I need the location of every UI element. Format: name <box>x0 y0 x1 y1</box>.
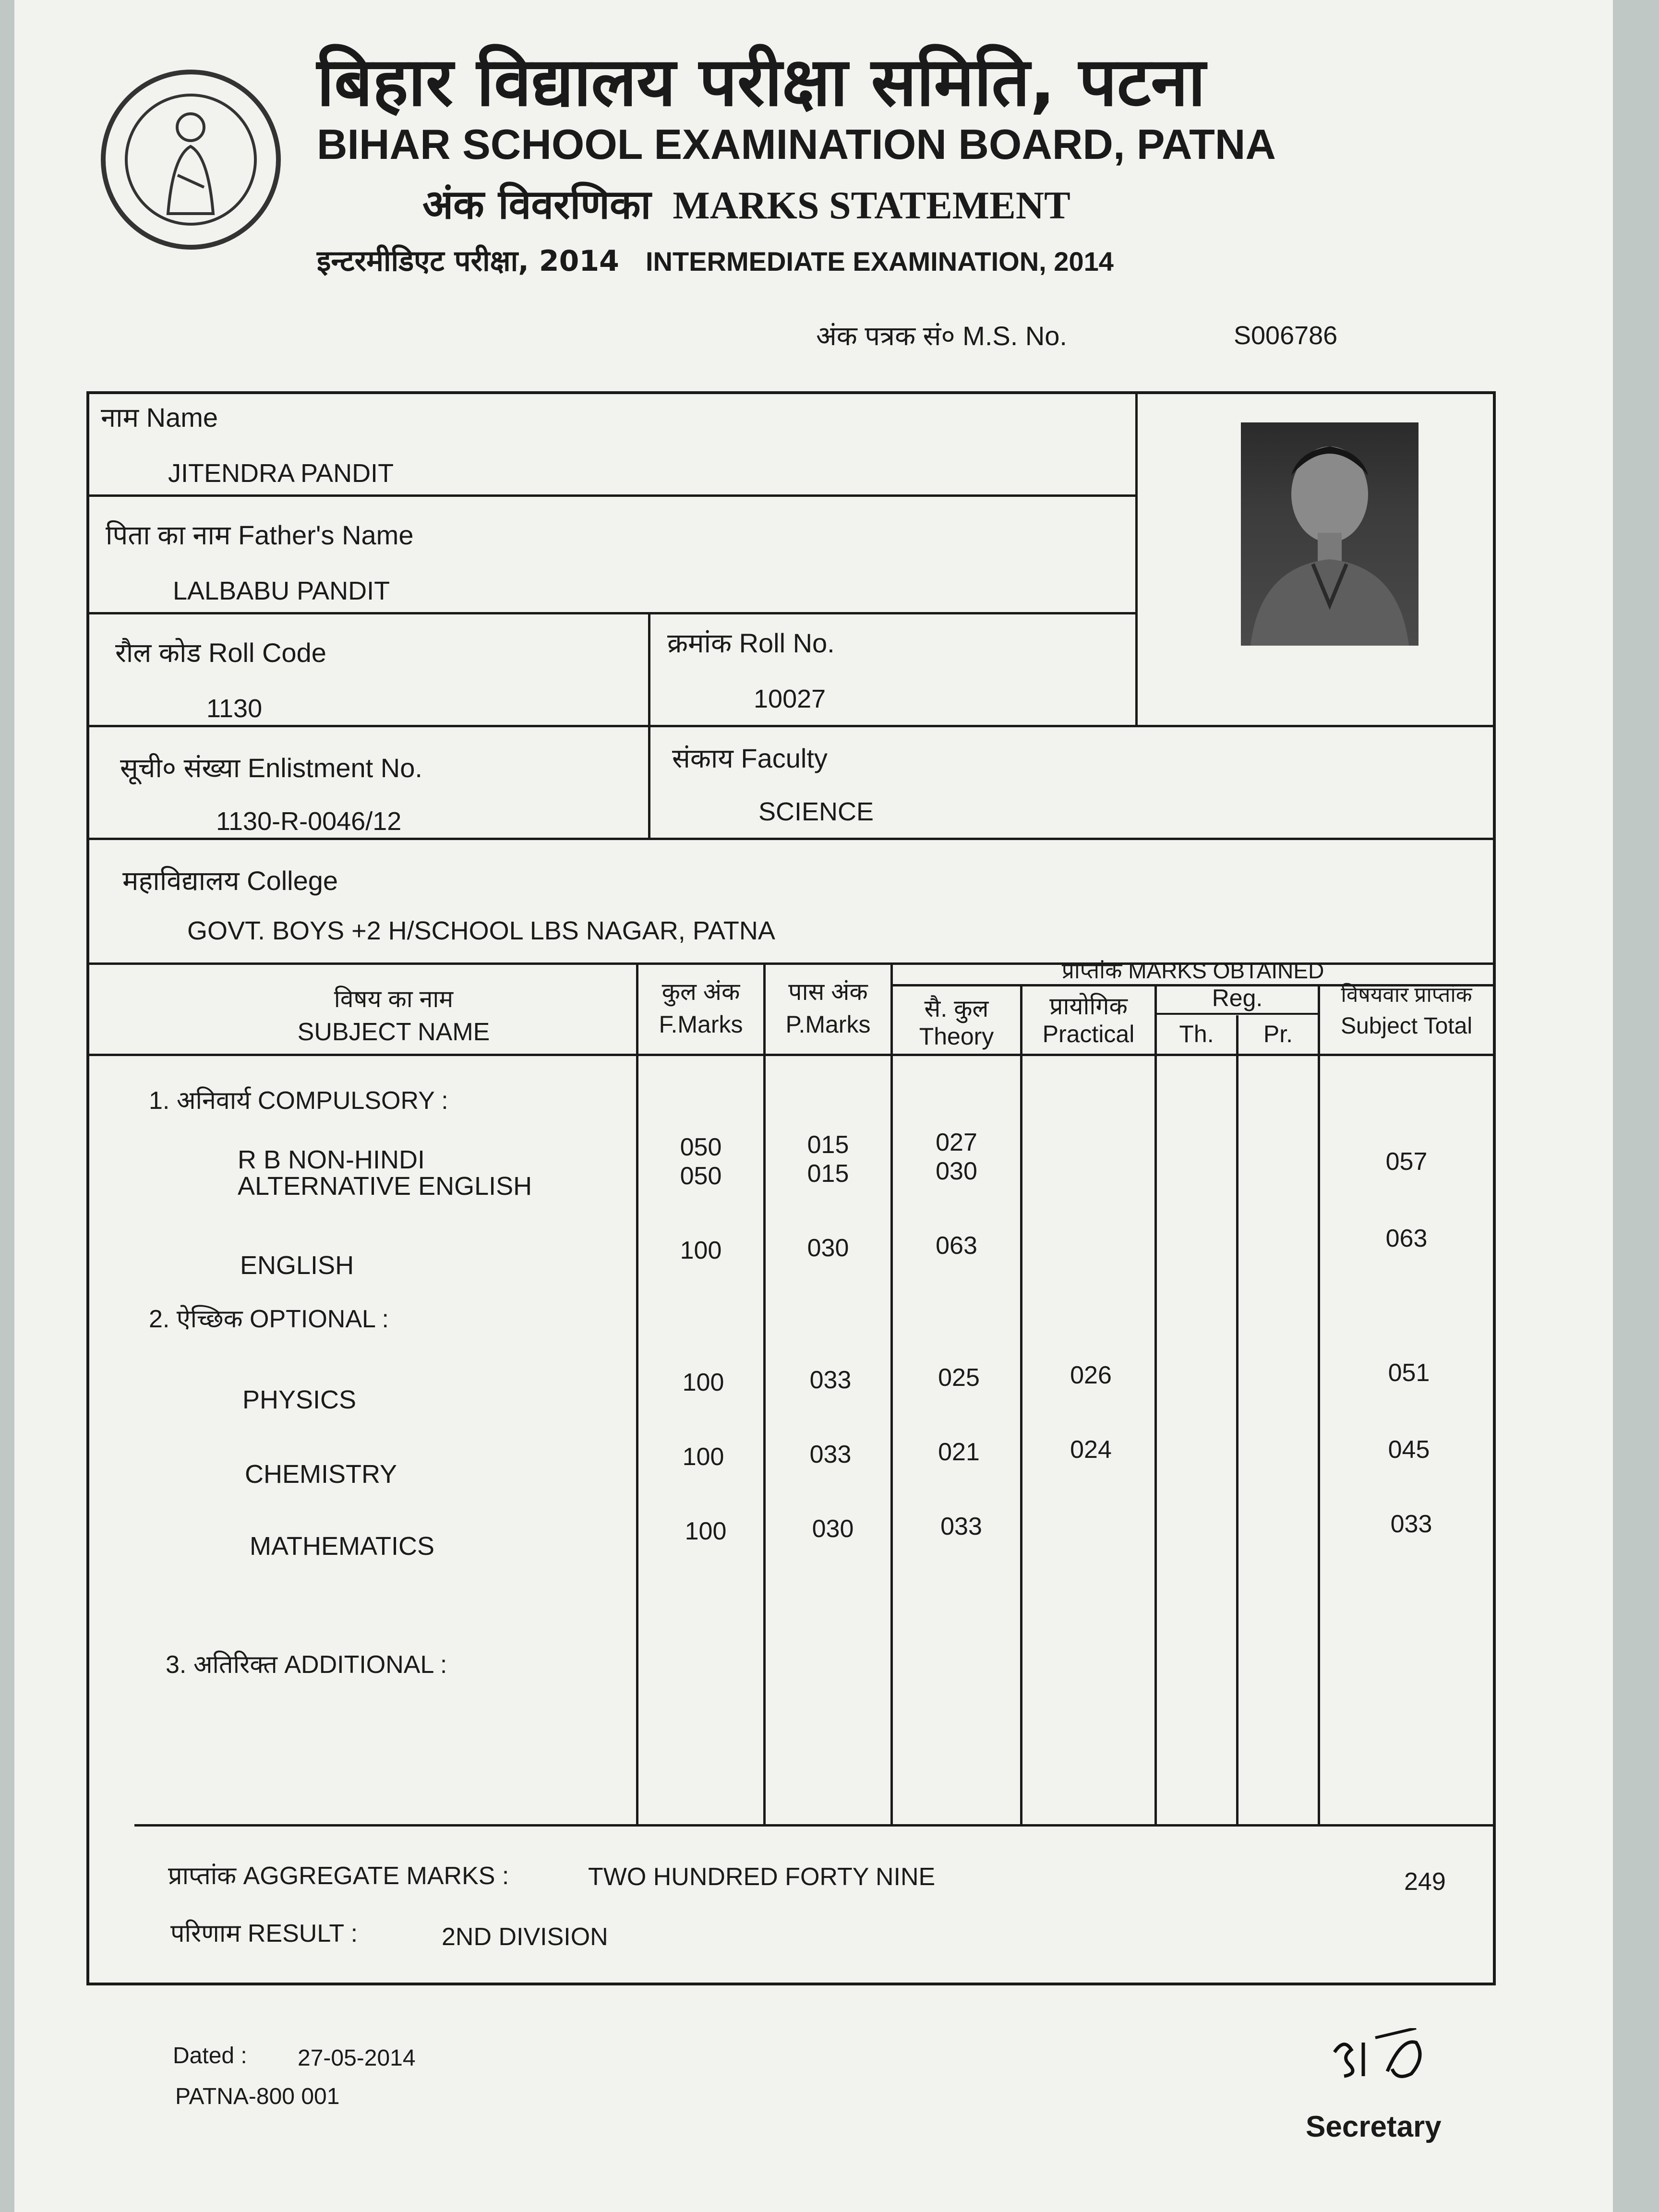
header-subject-hindi: विषय का नाम <box>334 986 454 1012</box>
theory-cell: 025 <box>938 1364 980 1392</box>
college-label: महाविद्यालय College <box>122 866 338 896</box>
theory-cell: 021 <box>938 1438 980 1466</box>
theory-cell: 030 <box>936 1157 977 1185</box>
header-theory-hindi: सै. कुल <box>924 995 989 1022</box>
result-value: 2ND DIVISION <box>442 1923 608 1951</box>
header-marks-obtained: प्राप्तांक MARKS OBTAINED <box>1061 958 1324 983</box>
subject-name: PHYSICS <box>242 1385 357 1414</box>
marks-statement-sheet <box>14 0 1613 2212</box>
aggregate-words: TWO HUNDRED FORTY NINE <box>588 1863 936 1891</box>
student-photo <box>1241 422 1419 646</box>
practical-cell: 024 <box>1070 1436 1112 1464</box>
fmarks-cell: 050 <box>680 1162 722 1190</box>
subject-total-cell: 033 <box>1390 1510 1432 1538</box>
practical-cell: 026 <box>1070 1361 1112 1389</box>
board-title-english: BIHAR SCHOOL EXAMINATION BOARD, PATNA <box>317 120 1276 168</box>
pmarks-cell: 033 <box>809 1441 852 1468</box>
subject-total-cell: 057 <box>1385 1148 1428 1176</box>
name-value: JITENDRA PANDIT <box>168 459 394 488</box>
section-optional: 2. ऐच्छिक OPTIONAL : <box>149 1305 389 1333</box>
ms-number-label: अंक पत्रक सं० M.S. No. <box>816 321 1067 351</box>
pmarks-cell: 015 <box>807 1160 849 1188</box>
place-text: PATNA-800 001 <box>175 2084 340 2109</box>
secretary-title: Secretary <box>1306 2110 1442 2143</box>
statement-title-hindi: अंक विवरणिका <box>422 181 651 228</box>
fmarks-cell: 100 <box>682 1369 724 1396</box>
header-practical-english: Practical <box>1042 1021 1135 1047</box>
pmarks-cell: 033 <box>809 1366 852 1394</box>
theory-cell: 033 <box>940 1513 982 1540</box>
header-reg: Reg. <box>1212 985 1263 1011</box>
section-additional: 3. अतिरिक्त ADDITIONAL : <box>166 1651 447 1679</box>
header-theory-english: Theory <box>919 1023 994 1050</box>
pmarks-cell: 015 <box>807 1131 849 1159</box>
section-compulsory: 1. अनिवार्य COMPULSORY : <box>149 1087 448 1115</box>
subject-name: ENGLISH <box>240 1251 354 1280</box>
ms-number-value: S006786 <box>1234 321 1338 350</box>
enlistment-value: 1130-R-0046/12 <box>216 807 402 836</box>
header-reg-theory: Th. <box>1179 1021 1214 1047</box>
exam-hindi: इन्टरमीडिएट परीक्षा, 2014 <box>317 244 619 278</box>
header-fmarks-hindi: कुल अंक <box>661 978 740 1005</box>
statement-title <box>422 175 1070 230</box>
header-total-english: Subject Total <box>1341 1013 1472 1039</box>
theory-cell: 027 <box>936 1129 977 1156</box>
subject-name: R B NON-HINDI <box>238 1145 425 1174</box>
subject-name: CHEMISTRY <box>245 1460 397 1489</box>
header-subject-english: SUBJECT NAME <box>297 1018 490 1046</box>
faculty-label: संकाय Faculty <box>672 743 828 773</box>
father-name-value: LALBABU PANDIT <box>173 577 390 605</box>
header-reg-practical: Pr. <box>1263 1021 1293 1047</box>
subject-name: MATHEMATICS <box>250 1532 434 1561</box>
subject-total-cell: 063 <box>1385 1225 1428 1252</box>
header-fmarks-english: F.Marks <box>659 1011 743 1038</box>
exam-line <box>317 240 1114 279</box>
aggregate-value: 249 <box>1404 1868 1446 1896</box>
pmarks-cell: 030 <box>812 1515 854 1543</box>
header-practical-hindi: प्रायोगिक <box>1049 993 1128 1020</box>
secretary-signature <box>1330 2028 1445 2086</box>
statement-title-english: MARKS STATEMENT <box>673 183 1070 227</box>
aggregate-label: प्राप्तांक AGGREGATE MARKS : <box>168 1862 509 1890</box>
dated-label: Dated : <box>173 2043 247 2068</box>
subject-total-cell: 051 <box>1388 1359 1430 1387</box>
board-seal-logo <box>101 70 281 250</box>
roll-no-value: 10027 <box>754 685 826 713</box>
name-label: नाम Name <box>101 402 218 433</box>
fmarks-cell: 100 <box>682 1443 724 1471</box>
fmarks-cell: 100 <box>680 1237 722 1264</box>
roll-no-label: क्रमांक Roll No. <box>667 628 835 658</box>
header-pmarks-english: P.Marks <box>785 1011 871 1038</box>
faculty-value: SCIENCE <box>758 797 874 826</box>
pmarks-cell: 030 <box>807 1234 849 1262</box>
fmarks-cell: 100 <box>685 1517 727 1545</box>
exam-english: INTERMEDIATE EXAMINATION, 2014 <box>645 246 1114 276</box>
roll-code-value: 1130 <box>206 694 263 723</box>
header-total-hindi: विषयवार प्राप्तांक <box>1341 983 1472 1007</box>
header-pmarks-hindi: पास अंक <box>788 978 868 1005</box>
result-label: परिणाम RESULT : <box>170 1920 358 1948</box>
enlistment-label: सूची० संख्या Enlistment No. <box>120 753 422 783</box>
dated-value: 27-05-2014 <box>298 2045 416 2071</box>
college-value: GOVT. BOYS +2 H/SCHOOL LBS NAGAR, PATNA <box>187 916 775 945</box>
fmarks-cell: 050 <box>680 1133 722 1161</box>
subject-name: ALTERNATIVE ENGLISH <box>238 1172 532 1201</box>
subject-total-cell: 045 <box>1388 1436 1430 1464</box>
board-title-hindi: बिहार विद्यालय परीक्षा समिति, पटना <box>317 43 1206 121</box>
father-name-label: पिता का नाम Father's Name <box>106 520 414 550</box>
theory-cell: 063 <box>936 1232 977 1260</box>
roll-code-label: रौल कोड Roll Code <box>115 637 326 668</box>
